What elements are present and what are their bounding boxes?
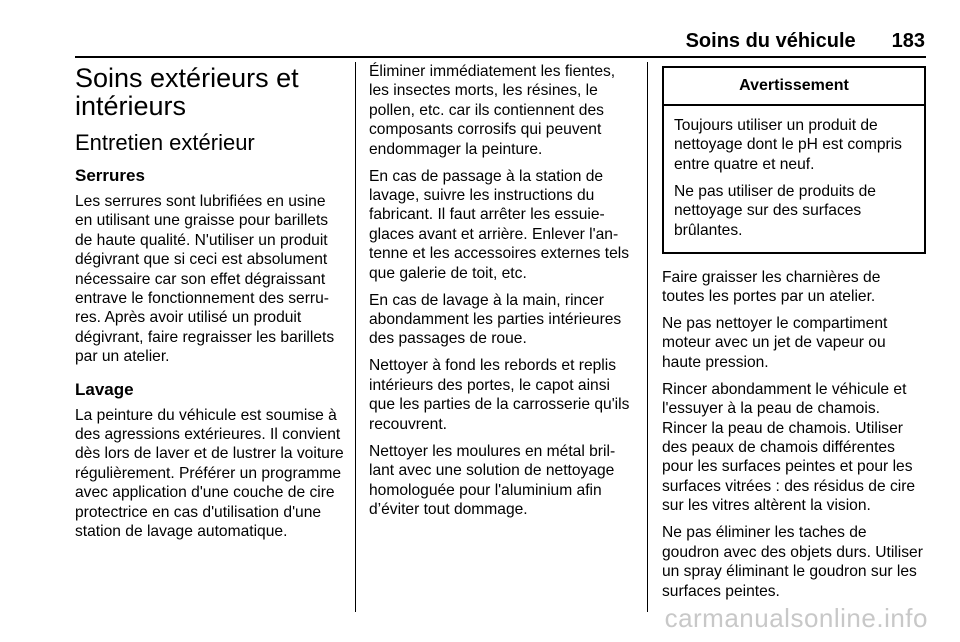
warning-paragraph: Toujours utiliser un produit de nettoyage dont le pH est compris entre quatre et neuf. — [674, 117, 902, 173]
warning-title: Avertissement — [664, 68, 924, 106]
paragraph: Faire graisser les charnières de toutes les portes par un atelier. — [662, 268, 881, 306]
section-title: Soins du véhicule — [685, 30, 856, 52]
watermark: carmanualsonline.info — [664, 603, 928, 633]
column-divider-right — [647, 62, 648, 612]
section-heading: Entretien extérieur — [75, 130, 255, 155]
paragraph: Ne pas éliminer les taches de goudron avec des objets durs. Utiliser un spray éliminant le goudron sur les surfaces peintes. — [662, 524, 923, 600]
column-left — [75, 62, 345, 549]
paragraph: Nettoyer les moulures en métal brillant avec une solution de nettoyage homologuée pour l'aluminium afin d’éviter tout dommage. — [369, 442, 616, 518]
paragraph: Éliminer immédiatement les fientes, les insectes morts, les résines, le pollen, etc. car ils contiennent des composants corrosifs qui peuvent endommager la peinture. — [369, 63, 616, 158]
subheading-serrures: Serrures — [75, 166, 145, 185]
warning-body — [664, 106, 924, 252]
paragraph-lavage: La peinture du véhicule est soumise à des agressions extérieures. Il convient dès lors de laver et de lustrer la voiture régulièrement. Préférer un programme avec application d'une couche de cire protectrice en cas d'utilisation d'une station de lavage automatique. — [75, 406, 344, 541]
paragraph: En cas de lavage à la main, rincer abondamment les parties intérieures des passages de roue. — [369, 291, 622, 348]
header-rule — [75, 56, 926, 58]
warning-box — [662, 66, 926, 254]
paragraph: Ne pas nettoyer le compartiment moteur avec un jet de vapeur ou haute pression. — [662, 315, 888, 371]
subheading-lavage: Lavage — [75, 379, 134, 399]
page-number: 183 — [891, 30, 925, 52]
warning-paragraph: Ne pas utiliser de produits de nettoyage sur des surfaces brûlantes. — [674, 182, 876, 239]
column-divider-left — [355, 62, 356, 612]
paragraph-serrures: Les serrures sont lubrifiées en usine en utilisant une graisse pour barillets de haute qualité. N'utiliser un produit dégivrant que si ceci est absolument nécessaire car son effet dégraissant entrave le fonctionnement des serrures. Après avoir utilisé un produit dégivrant, faire regraisser les barillets par un atelier. — [75, 193, 335, 366]
chapter-title: Soins extérieurs et intérieurs — [75, 63, 299, 121]
paragraph: En cas de passage à la station de lavage, suivre les instructions du fabricant. Il faut arrêter les essuie-glaces avant et arrière. Enlever l'antenne et les accessoires externes tels que galerie de toit, etc. — [369, 167, 630, 282]
paragraph: Rincer abondamment le véhicule et l'essuyer à la peau de chamois. Rincer la peau de chamois. Utiliser des peaux de chamois différentes pour les surfaces peintes et pour les surfaces vitrées : des résidus de cire sur les vitres altèrent la vision. — [662, 380, 916, 515]
paragraph: Nettoyer à fond les rebords et replis intérieurs des portes, le capot ainsi que les parties de la carrosserie qu'ils recouvrent. — [369, 357, 630, 433]
column-middle — [369, 62, 635, 527]
column-right — [662, 62, 926, 609]
page-header — [75, 30, 925, 56]
